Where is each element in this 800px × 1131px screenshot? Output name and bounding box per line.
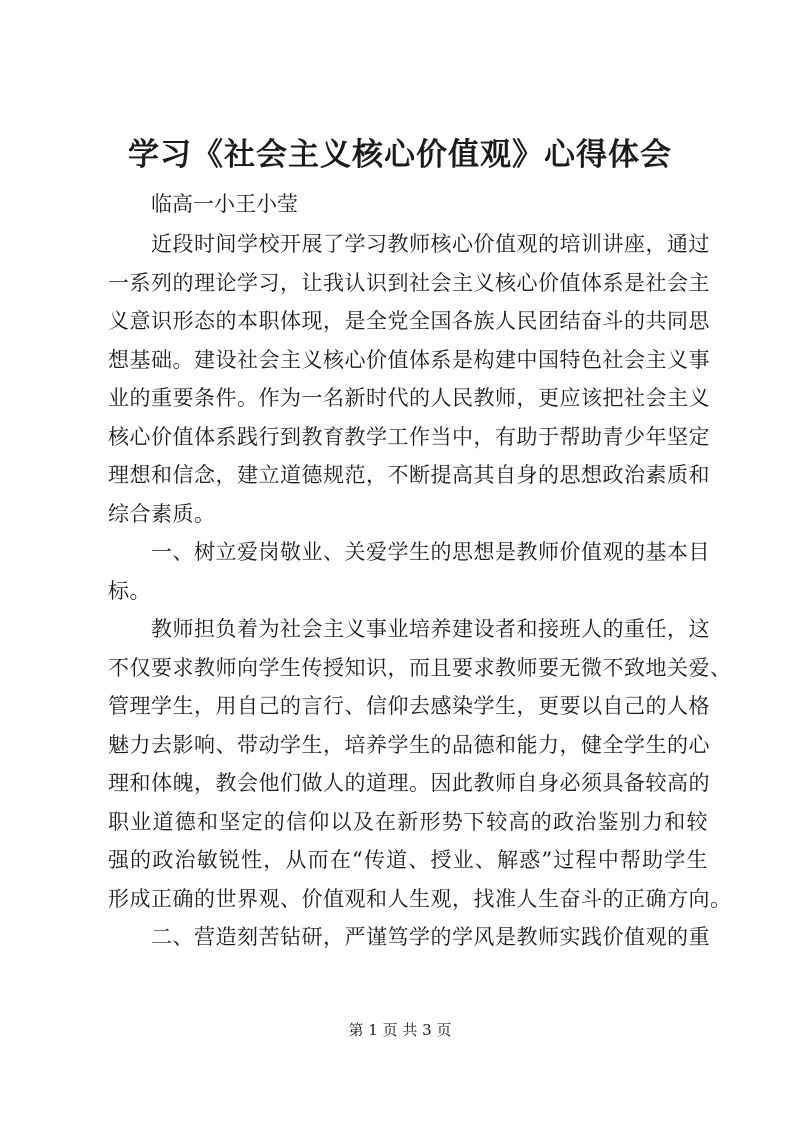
text-line: 想基础。建设社会主义核心价值体系是构建中国特色社会主义事	[108, 347, 710, 372]
text-line: 管理学生，用自己的言行、信仰去感染学生，更要以自己的人格	[108, 694, 710, 718]
paragraph-intro	[108, 225, 708, 533]
text-line: 业的重要条件。作为一名新时代的人民教师，更应该把社会主义	[108, 386, 710, 410]
text-line: 形成正确的世界观、价值观和人生观，找准人生奋斗的正确方向。	[108, 886, 732, 911]
text-line: 职业道德和坚定的信仰以及在新形势下较高的政治鉴别力和较	[108, 809, 708, 834]
text-line: 一、树立爱岗敬业、关爱学生的思想是教师价值观的基本目	[151, 540, 710, 564]
text-line: 综合素质。	[108, 501, 216, 526]
text-line: 理和体魄，教会他们做人的道理。因此教师自身必须具备较高的	[108, 771, 710, 795]
text-line: 近段时间学校开展了学习教师核心价值观的培训讲座，通过	[151, 232, 710, 256]
text-line: 魅力去影响、带动学生，培养学生的品德和能力，健全学生的心	[108, 732, 710, 757]
paragraph-section-two-heading	[108, 918, 708, 957]
text-line: 强的政治敏锐性，从而在“传道、授业、解惑”过程中帮助学生	[108, 848, 708, 872]
author-line: 临高一小王小莹	[151, 192, 298, 216]
text-line: 义意识形态的本职体现，是全党全国各族人民团结奋斗的共同思	[108, 309, 710, 333]
text-line: 标。	[108, 578, 151, 603]
page-footer: 第 1 页 共 3 页	[348, 1021, 452, 1039]
paragraph-section-one-heading	[108, 533, 708, 610]
text-line: 教师担负着为社会主义事业培养建设者和接班人的重任，这	[151, 617, 710, 641]
text-line: 不仅要求教师向学生传授知识，而且要求教师要无微不致地关爱、	[108, 655, 732, 680]
paragraph-section-one-body	[108, 610, 732, 918]
document-title: 学习《社会主义核心价值观》心得体会	[128, 137, 672, 173]
document-body	[108, 225, 732, 957]
text-line: 理想和信念，建立道德规范，不断提高其自身的思想政治素质和	[108, 463, 710, 487]
text-line: 二、营造刻苦钻研，严谨笃学的学风是教师实践价值观的重	[151, 925, 710, 949]
text-line: 核心价值体系践行到教育教学工作当中，有助于帮助青少年坚定	[108, 424, 710, 449]
text-line: 一系列的理论学习，让我认识到社会主义核心价值体系是社会主	[108, 270, 710, 295]
